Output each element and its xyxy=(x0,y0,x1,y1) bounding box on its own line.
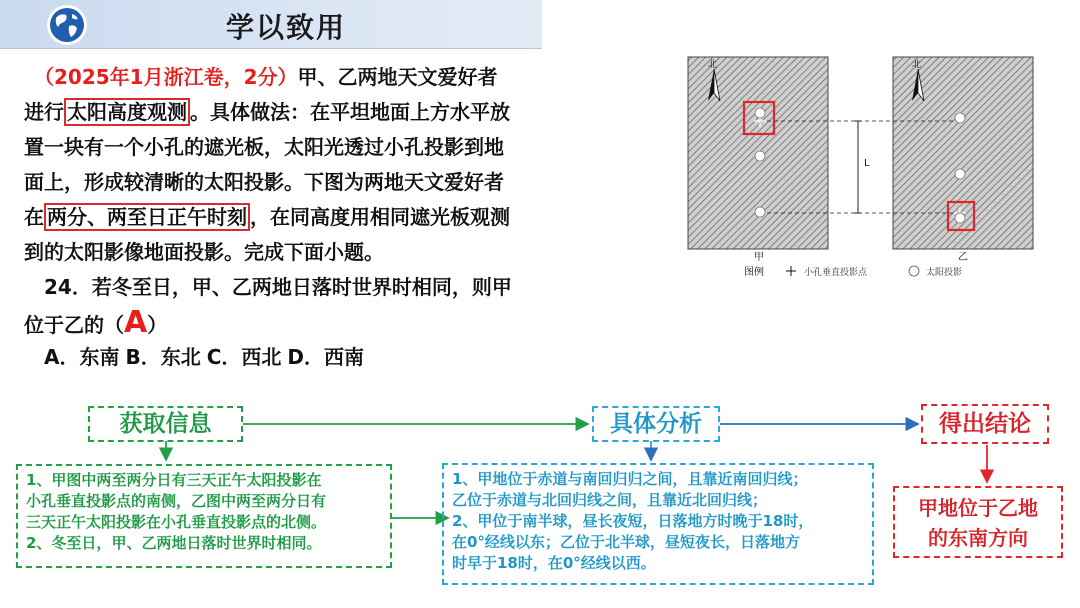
option-c[interactable]: C．西北 xyxy=(206,345,282,369)
svg-text:北: 北 xyxy=(912,60,922,70)
question-24-line-1: 24．若冬至日，甲、乙两地日落时世界时相同，则甲 xyxy=(44,275,512,299)
option-d[interactable]: D．西南 xyxy=(287,345,365,369)
highlight-solar-altitude: 太阳高度观测 xyxy=(64,98,190,126)
question-line-3: 置一块有一个小孔的遮光板，太阳光透过小孔投影到地 xyxy=(24,135,504,159)
panel-name-jia: 甲 xyxy=(754,252,764,263)
svg-text:北: 北 xyxy=(708,60,718,70)
highlight-solstice-equinox: 两分、两至日正午时刻 xyxy=(44,203,250,231)
length-label: L xyxy=(864,158,870,169)
page-title: 学以致用 xyxy=(226,11,347,44)
question-line-6: 到的太阳影像地面投影。完成下面小题。 xyxy=(24,240,384,264)
analysis-detail-box: 1、甲地位于赤道与南回归归之间，且靠近南回归线； 乙位于赤道与北回归线之间，且靠近北回归线； 2、甲位于南半球，昼长夜短，日落地方时晚于18时， 在0°经线以东；乙位于北半球，昼短夜长，日落地方 时早于18时，在0°经线以西。 xyxy=(442,463,874,585)
option-b[interactable]: B．东北 xyxy=(125,345,201,369)
question-source: （2025年1月浙江卷，2分） xyxy=(44,65,298,89)
option-a[interactable]: A．东南 xyxy=(44,345,120,369)
info-title-box xyxy=(88,406,243,442)
panel-name-yi: 乙 xyxy=(958,252,968,263)
legend-circle-label: 太阳投影 xyxy=(926,268,963,278)
question-line-1: （2025年1月浙江卷，2分）甲、乙两地天文爱好者 xyxy=(44,65,498,89)
legend-title: 图例 xyxy=(744,267,764,278)
question-line-4: 面上，形成较清晰的太阳投影。下图为两地天文爱好者 xyxy=(24,170,504,194)
question-line-2: 进行 太阳高度观测 。具体做法：在平坦地面上方水平放 xyxy=(24,100,510,124)
question-line-5: 在 两分、两至日正午时刻 ，在同高度用相同遮光板观测 xyxy=(24,205,510,229)
question-24-line-2: 位于乙的（A） xyxy=(24,305,168,340)
analysis-title-box xyxy=(592,406,720,442)
answer-mark: A xyxy=(124,305,148,340)
analysis-title: 具体分析 xyxy=(610,411,702,437)
conclusion-title-box xyxy=(921,404,1049,444)
info-detail-box: 1、甲图中两至两分日有三天正午太阳投影在 小孔垂直投影点的南侧，乙图中两至两分日有 三天正午太阳投影在小孔垂直投影点的北侧。 2、冬至日，甲、乙两地日落时世界时相同。 xyxy=(16,464,392,568)
info-title: 获取信息 xyxy=(119,411,212,437)
legend-cross-label: 小孔垂直投影点 xyxy=(804,268,868,278)
conclusion-title: 得出结论 xyxy=(939,411,1031,437)
conclusion-detail-box: 甲地位于乙地 的东南方向 xyxy=(893,486,1063,558)
